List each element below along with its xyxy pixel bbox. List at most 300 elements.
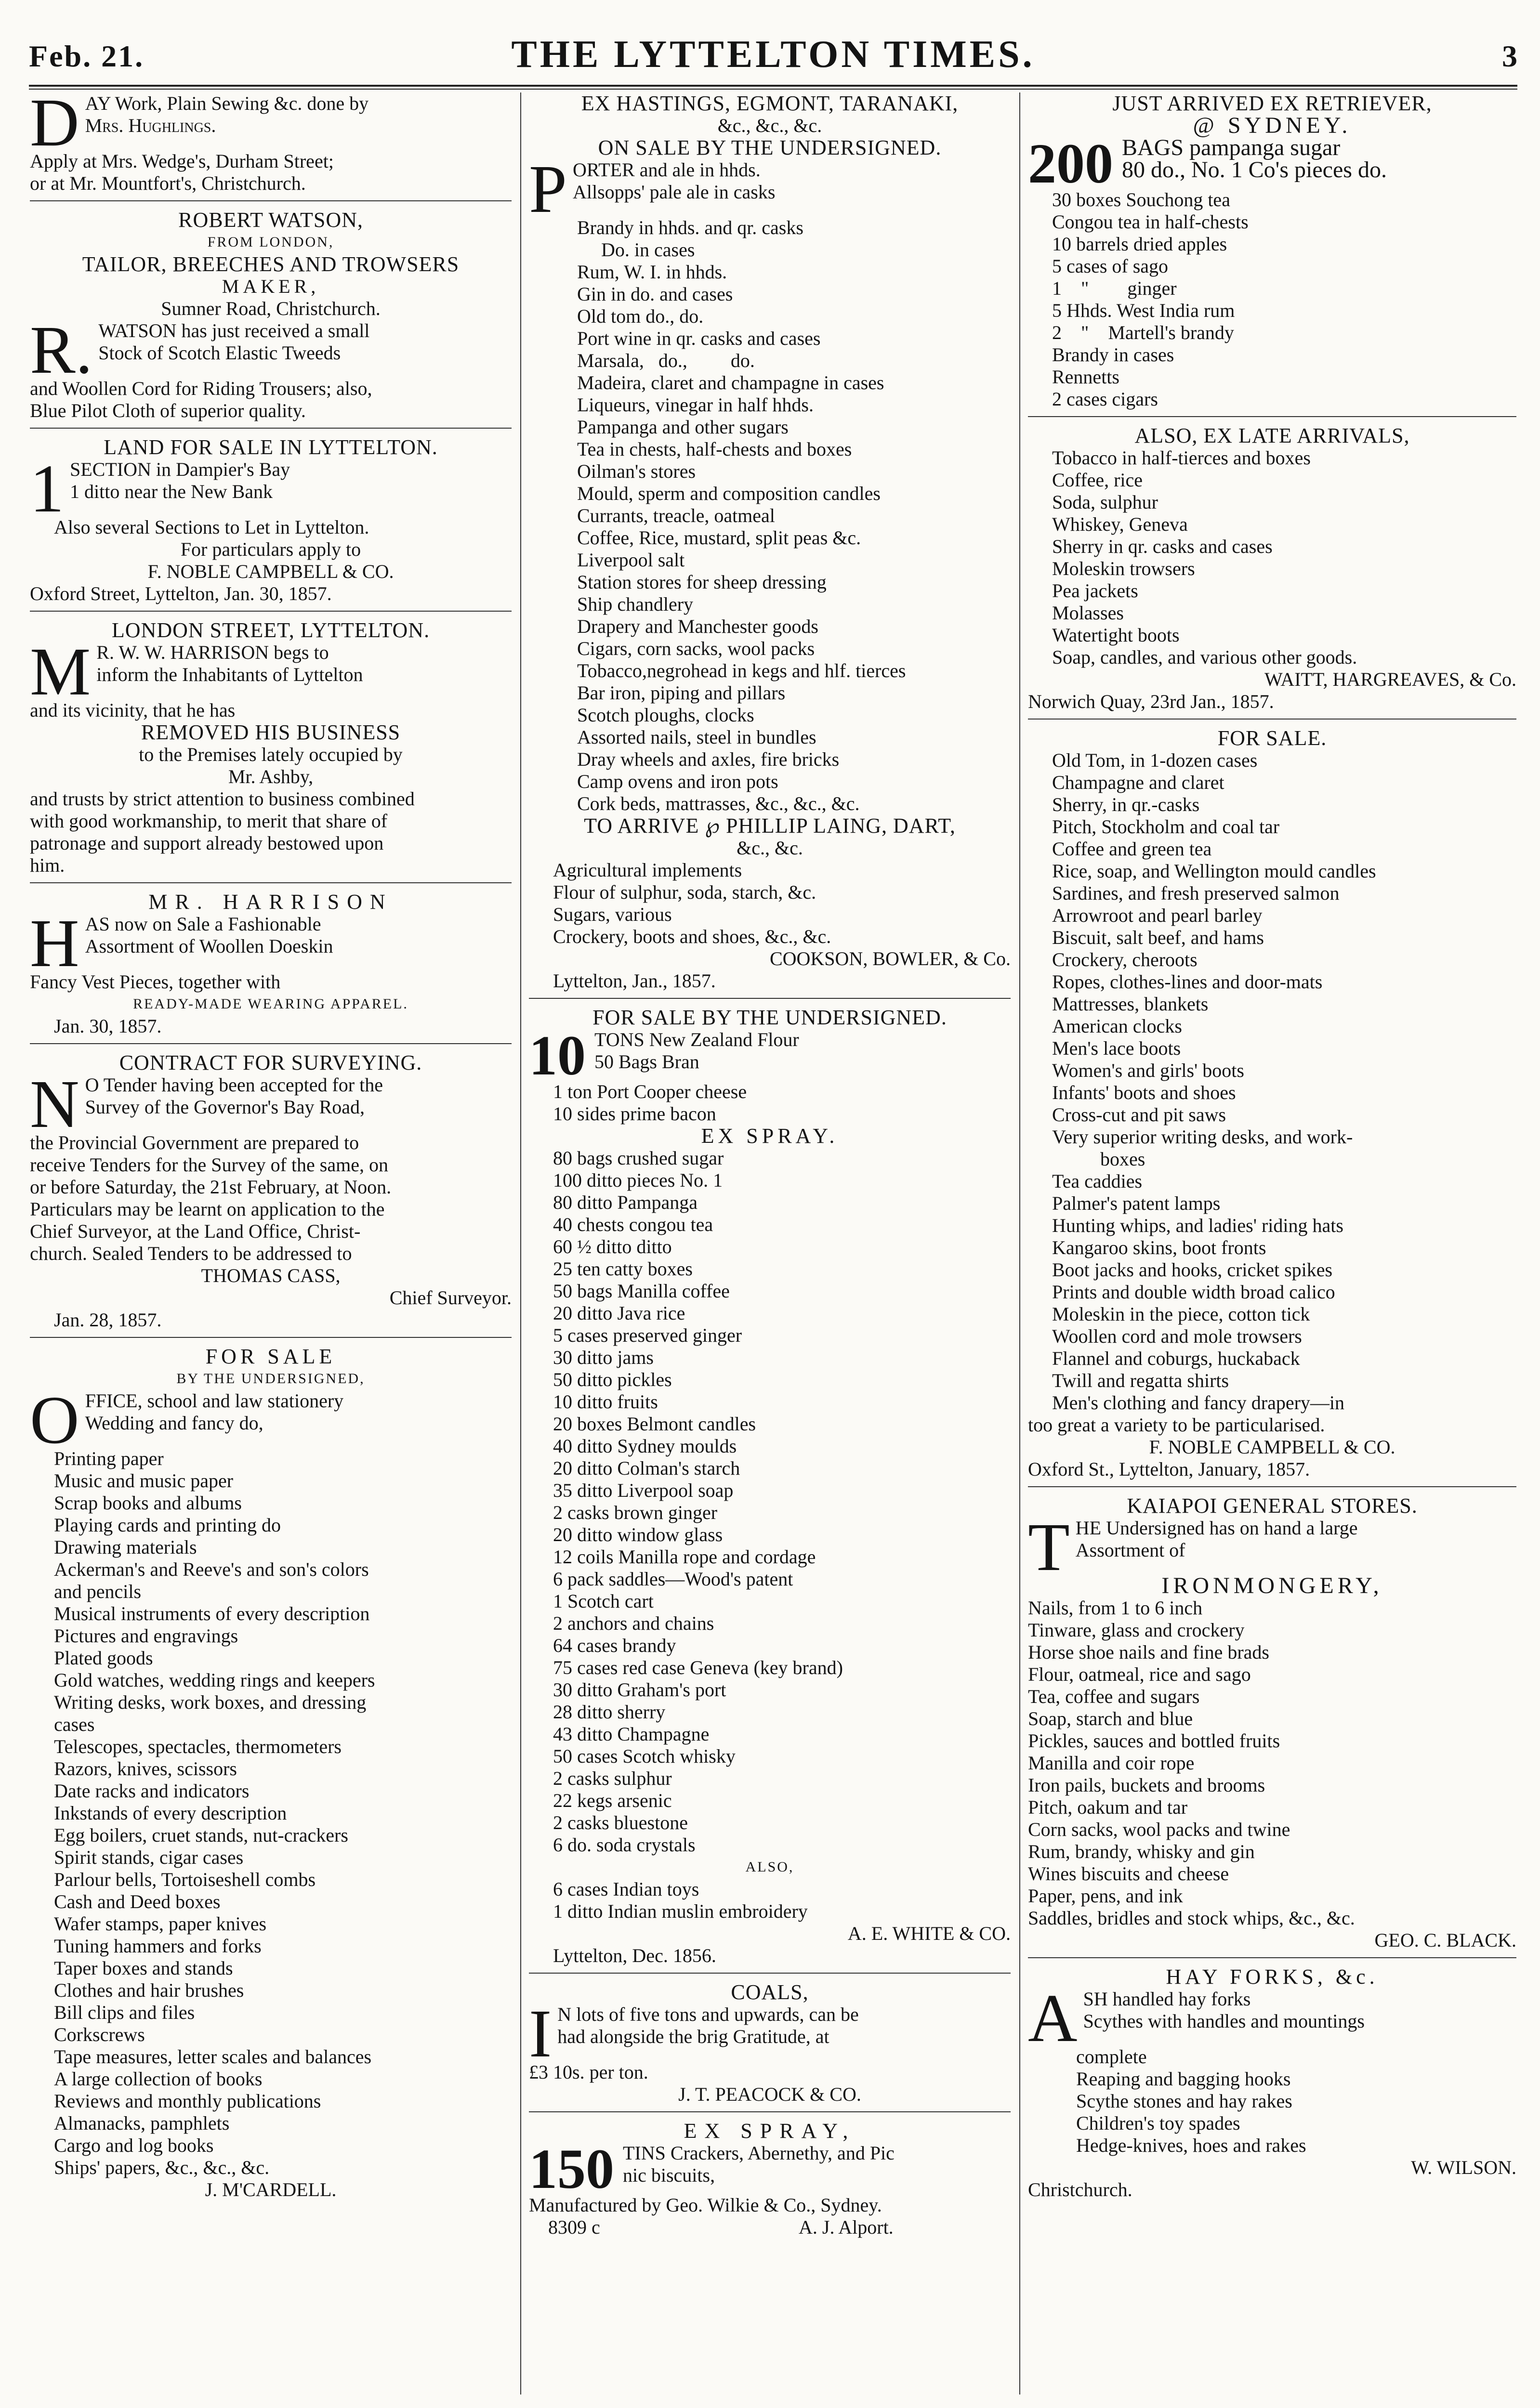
list-item: Assorted nails, steel in bundles	[577, 726, 816, 748]
newspaper-title: THE LYTTELTON TIMES.	[511, 33, 1035, 76]
ad-separator	[1028, 719, 1516, 720]
ad-subheading: ON SALE BY THE UNDERSIGNED.	[598, 136, 942, 159]
list-item: Liverpool salt	[577, 549, 685, 571]
drop-cap: P	[529, 151, 567, 227]
list-item: Taper boxes and stands	[54, 1957, 233, 1979]
list-item: Pitch, oakum and tar	[1028, 1796, 1188, 1818]
list-item: Tape measures, letter scales and balances	[54, 2046, 372, 2068]
list-item: 1 ton Port Cooper cheese	[553, 1081, 747, 1102]
ad-line: ORTER and ale in hhds.	[572, 159, 761, 181]
ad-separator	[30, 428, 512, 429]
ad-line: Scythes with handles and mountings	[1083, 2010, 1365, 2032]
list-item: Flour, oatmeal, rice and sago	[1028, 1663, 1251, 1685]
header-rule-thin	[29, 89, 1517, 90]
list-item: A large collection of books	[54, 2068, 263, 2090]
list-item: boxes	[1100, 1148, 1145, 1170]
ad-line: FFICE, school and law stationery	[85, 1390, 344, 1412]
list-item: Writing desks, work boxes, and dressing	[54, 1691, 367, 1713]
ad-line: Survey of the Governor's Bay Road,	[85, 1096, 365, 1118]
ad-signature: F. NOBLE CAMPBELL & CO.	[147, 561, 394, 582]
list-item: Currants, treacle, oatmeal	[577, 505, 775, 526]
list-item: Sardines, and fresh preserved salmon	[1052, 882, 1340, 904]
drop-cap: R.	[30, 312, 93, 388]
list-item: Egg boilers, cruet stands, nut-crackers	[54, 1824, 348, 1846]
column-2	[529, 92, 1011, 2399]
ad-heading: KAIAPOI GENERAL STORES.	[1127, 1494, 1418, 1518]
page-number: 3	[1502, 39, 1517, 73]
ad-line: and its vicinity, that he has	[30, 699, 236, 721]
ad-signature: W. WILSON.	[1411, 2157, 1516, 2178]
ad-signature: J. M'CARDELL.	[205, 2179, 337, 2200]
ad-line: Assortment of Woollen Doeskin	[85, 935, 333, 957]
list-item: 5 cases preserved ginger	[553, 1324, 742, 1346]
ad-line: church. Sealed Tenders to be addressed to	[30, 1243, 352, 1264]
ad-subheading: EX SPRAY.	[701, 1124, 839, 1148]
ad-separator	[30, 200, 512, 201]
ad-signature: A. J. Alport.	[799, 2216, 894, 2238]
list-item: Prints and double width broad calico	[1052, 1281, 1335, 1303]
list-item: Moleskin in the piece, cotton tick	[1052, 1303, 1310, 1325]
ad-line: nic biscuits,	[623, 2164, 715, 2186]
list-item: Almanacks, pamphlets	[54, 2112, 230, 2134]
list-item: 10 sides prime bacon	[553, 1103, 716, 1125]
list-item: Old tom do., do.	[577, 305, 704, 327]
list-item: 20 boxes Belmont candles	[553, 1413, 756, 1435]
ad-signature: A. E. WHITE & CO.	[847, 1923, 1011, 1944]
column-3	[1028, 92, 1516, 2399]
list-item: Old Tom, in 1-dozen cases	[1052, 749, 1258, 771]
ad-line: AS now on Sale a Fashionable	[85, 913, 321, 935]
list-item: 28 ditto sherry	[553, 1701, 666, 1723]
ad-signature: WAITT, HARGREAVES, & Co.	[1264, 668, 1516, 690]
list-item: Gold watches, wedding rings and keepers	[54, 1669, 375, 1691]
ad-line: had alongside the brig Gratitude, at	[557, 2026, 829, 2047]
ad-line: 80 do., No. 1 Co's pieces do.	[1122, 157, 1387, 183]
ad-subheading: READY-MADE WEARING APPAREL.	[133, 996, 408, 1012]
list-item: Flour of sulphur, soda, starch, &c.	[553, 881, 816, 903]
list-item: Scrap books and albums	[54, 1492, 242, 1514]
list-item: Bill clips and files	[54, 2002, 195, 2023]
ad-separator	[1028, 1957, 1516, 1958]
drop-cap: N	[30, 1066, 79, 1142]
ad-line: Particulars may be learnt on application to the	[30, 1198, 385, 1220]
list-item: 6 cases Indian toys	[553, 1878, 699, 1900]
list-item: Men's lace boots	[1052, 1037, 1181, 1059]
ad-separator	[529, 1973, 1011, 1974]
list-item: Rum, brandy, whisky and gin	[1028, 1841, 1255, 1862]
list-item: 2 casks bluestone	[553, 1812, 688, 1833]
ad-line: Chief Surveyor.	[389, 1287, 512, 1309]
ad-line: the Provincial Government are prepared to	[30, 1132, 359, 1153]
ad-line: SECTION in Dampier's Bay	[70, 458, 290, 480]
ad-heading: JUST ARRIVED EX RETRIEVER,	[1112, 92, 1432, 115]
list-item: too great a variety to be particularised.	[1028, 1414, 1325, 1436]
ad-ex-retriever	[1028, 92, 1516, 713]
ad-line: Mrs. Hughlings.	[85, 115, 216, 136]
list-item: 50 ditto pickles	[553, 1369, 672, 1390]
list-item: Do. in cases	[601, 239, 695, 261]
list-item: Gin in do. and cases	[577, 283, 733, 305]
ad-ex-hastings	[529, 92, 1011, 992]
list-item: Plated goods	[54, 1647, 153, 1669]
ad-line: Assortment of	[1075, 1539, 1185, 1561]
list-item: Iron pails, buckets and brooms	[1028, 1774, 1265, 1796]
ad-kaiapoi-stores	[1028, 1495, 1516, 1951]
ad-heading: FOR SALE	[205, 1345, 336, 1368]
ad-line: 50 Bags Bran	[594, 1051, 699, 1073]
list-item: Agricultural implements	[553, 859, 742, 881]
list-item: Brandy in hhds. and qr. casks	[577, 217, 803, 238]
list-item: 75 cases red case Geneva (key brand)	[553, 1657, 843, 1678]
big-number: 200	[1028, 132, 1113, 195]
list-item: Razors, knives, scissors	[54, 1758, 237, 1780]
list-item: Rennetts	[1052, 366, 1119, 388]
list-item: complete	[1076, 2046, 1147, 2068]
ad-signature: GEO. C. BLACK.	[1374, 1929, 1516, 1951]
list-item: Cross-cut and pit saws	[1052, 1104, 1226, 1125]
list-item: Clothes and hair brushes	[54, 1979, 244, 2001]
list-item: Printing paper	[54, 1448, 164, 1469]
list-item: Horse shoe nails and fine brads	[1028, 1641, 1269, 1663]
ad-line: 1 ditto near the New Bank	[70, 481, 273, 502]
list-item: Cigars, corn sacks, wool packs	[577, 638, 815, 659]
list-item: Mattresses, blankets	[1052, 993, 1209, 1015]
list-item: 40 ditto Sydney moulds	[553, 1435, 737, 1457]
list-item: Hunting whips, and ladies' riding hats	[1052, 1215, 1343, 1236]
ad-heading: ROBERT WATSON,	[178, 208, 363, 232]
ad-harrison-removal	[30, 619, 512, 877]
ad-line: inform the Inhabitants of Lyttelton	[96, 664, 363, 685]
list-item: Musical instruments of every description	[54, 1603, 370, 1624]
column-divider-2	[1019, 92, 1020, 2395]
ad-line: TONS New Zealand Flour	[594, 1029, 799, 1050]
list-item: 50 cases Scotch whisky	[553, 1745, 736, 1767]
ad-line: Mr. Ashby,	[228, 766, 314, 787]
list-item: Tea in chests, half-chests and boxes	[577, 438, 852, 460]
list-item: Cork beds, mattrasses, &c., &c., &c.	[577, 793, 860, 814]
list-item: Corn sacks, wool packs and twine	[1028, 1819, 1290, 1840]
ad-line: R. W. W. HARRISON begs to	[96, 641, 329, 663]
ad-subheading: ALSO,	[745, 1859, 794, 1875]
list-item: Arrowroot and pearl barley	[1052, 904, 1263, 926]
list-item: Pampanga and other sugars	[577, 416, 789, 438]
ad-heading: FOR SALE BY THE UNDERSIGNED.	[592, 1006, 947, 1029]
list-item: Scotch ploughs, clocks	[577, 704, 754, 726]
list-item: 2 anchors and chains	[553, 1612, 714, 1634]
list-item: Whiskey, Geneva	[1052, 513, 1188, 535]
ad-line: receive Tenders for the Survey of the same, on	[30, 1154, 388, 1176]
list-item: Drawing materials	[54, 1536, 197, 1558]
ad-flour-ex-spray	[529, 1007, 1011, 1967]
list-item: Kangaroo skins, boot fronts	[1052, 1237, 1266, 1258]
list-item: 60 ½ ditto ditto	[553, 1236, 672, 1257]
list-item: Hedge-knives, hoes and rakes	[1076, 2134, 1306, 2156]
list-item: Scythe stones and hay rakes	[1076, 2090, 1292, 2112]
ad-date: Jan. 30, 1857.	[54, 1015, 162, 1037]
ad-subheading: MAKER,	[222, 275, 320, 297]
list-item: 100 ditto pieces No. 1	[553, 1169, 723, 1191]
ad-line: or before Saturday, the 21st February, at Noon.	[30, 1176, 392, 1198]
ad-separator	[30, 1043, 512, 1044]
ad-line: &c., &c.	[737, 837, 803, 859]
list-item: Playing cards and printing do	[54, 1514, 281, 1536]
ad-line: Blue Pilot Cloth of superior quality.	[30, 400, 306, 421]
list-item: Tobacco,negrohead in kegs and hlf. tierces	[577, 660, 906, 681]
list-item: Women's and girls' boots	[1052, 1060, 1244, 1081]
ad-separator	[1028, 1486, 1516, 1487]
ad-separator	[30, 611, 512, 612]
ad-line: WATSON has just received a small	[98, 320, 370, 341]
list-item: Sherry, in qr.-casks	[1052, 794, 1200, 815]
list-item: Ackerman's and Reeve's and son's colors	[54, 1558, 369, 1580]
ad-subheading: IRONMONGERY,	[1161, 1573, 1383, 1598]
ad-line: £3 10s. per ton.	[529, 2061, 648, 2083]
list-item: 1 Scotch cart	[553, 1590, 654, 1612]
list-item: Coffee and green tea	[1052, 838, 1212, 860]
list-item: 6 pack saddles—Wood's patent	[553, 1568, 793, 1590]
ad-signature: THOMAS CASS,	[201, 1265, 341, 1286]
column-1	[30, 92, 512, 2399]
list-item: Saddles, bridles and stock whips, &c., &c.	[1028, 1907, 1355, 1929]
ad-line: SH handled hay forks	[1083, 1988, 1251, 2010]
ad-separator	[30, 882, 512, 883]
list-item: Tobacco in half-tierces and boxes	[1052, 447, 1311, 469]
list-item: Soap, starch and blue	[1028, 1708, 1193, 1729]
ad-subheading: BY THE UNDERSIGNED,	[176, 1371, 365, 1387]
list-item: Marsala, do., do.	[577, 350, 755, 371]
list-item: American clocks	[1052, 1015, 1182, 1037]
list-item: Mould, sperm and composition candles	[577, 483, 881, 504]
list-item: 5 Hhds. West India rum	[1052, 300, 1235, 321]
list-item: and pencils	[54, 1581, 142, 1602]
ad-line: BAGS pampanga sugar	[1122, 135, 1341, 160]
ad-line: and Woollen Cord for Riding Trousers; also,	[30, 378, 372, 399]
list-item: 12 coils Manilla rope and cordage	[553, 1546, 816, 1568]
list-item: Twill and regatta shirts	[1052, 1370, 1229, 1391]
ad-signature: COOKSON, BOWLER, & Co.	[769, 948, 1011, 969]
ad-campbell-for-sale	[1028, 727, 1516, 1480]
ad-land-for-sale	[30, 436, 512, 605]
list-item: Palmer's patent lamps	[1052, 1192, 1221, 1214]
list-item: 40 chests congou tea	[553, 1214, 713, 1235]
ad-heading: MR. HARRISON	[148, 890, 393, 914]
list-item: 64 cases brandy	[553, 1635, 676, 1656]
big-number: 10	[529, 1024, 586, 1087]
ad-signature: F. NOBLE CAMPBELL & CO.	[1149, 1436, 1395, 1458]
list-item: Ships' papers, &c., &c., &c.	[54, 2157, 270, 2178]
list-item: Oilman's stores	[577, 460, 696, 482]
list-item: Liqueurs, vinegar in half hhds.	[577, 394, 814, 416]
list-item: Pea jackets	[1052, 580, 1138, 602]
list-item: Brandy in cases	[1052, 344, 1174, 366]
ad-subheading: @ SYDNEY.	[1193, 113, 1352, 138]
ad-subheading: TO ARRIVE ℘ PHILLIP LAING, DART,	[584, 814, 956, 838]
ad-separator	[529, 2111, 1011, 2112]
list-item: 20 ditto Java rice	[553, 1302, 685, 1324]
ad-line: Manufactured by Geo. Wilkie & Co., Sydney.	[529, 2194, 882, 2216]
ad-separator	[529, 998, 1011, 999]
list-item: Ropes, clothes-lines and door-mats	[1052, 971, 1323, 993]
ad-line: Fancy Vest Pieces, together with	[30, 971, 281, 993]
ad-line: him.	[30, 854, 65, 876]
list-item: Reaping and bagging hooks	[1076, 2068, 1291, 2090]
list-item: Madeira, claret and champagne in cases	[577, 372, 884, 393]
list-item: Music and music paper	[54, 1470, 234, 1492]
list-item: 10 barrels dried apples	[1052, 233, 1227, 255]
ad-line: and trusts by strict attention to business combined	[30, 788, 415, 810]
ad-line: N lots of five tons and upwards, can be	[557, 2003, 859, 2025]
ad-signature: J. T. PEACOCK & CO.	[678, 2083, 861, 2105]
ad-line: Stock of Scotch Elastic Tweeds	[98, 342, 341, 364]
ad-heading: COALS,	[731, 1980, 809, 2004]
list-item: Camp ovens and iron pots	[577, 771, 778, 792]
ad-code: 8309 c	[548, 2216, 600, 2238]
list-item: Pictures and engravings	[54, 1625, 238, 1647]
ad-date: Lyttelton, Jan., 1857.	[553, 970, 716, 992]
list-item: Corkscrews	[54, 2024, 145, 2045]
list-item: Wines biscuits and cheese	[1028, 1863, 1229, 1885]
ad-separator	[30, 1337, 512, 1338]
list-item: Date racks and indicators	[54, 1780, 250, 1802]
list-item: 80 ditto Pampanga	[553, 1191, 698, 1213]
list-item: Pickles, sauces and bottled fruits	[1028, 1730, 1280, 1752]
ad-line: TINS Crackers, Abernethy, and Pic	[623, 2142, 895, 2164]
issue-date: Feb. 21.	[29, 39, 145, 73]
ad-line: For particulars apply to	[180, 538, 361, 560]
drop-cap: 1	[30, 450, 64, 526]
ad-ex-spray-biscuits	[529, 2120, 1011, 2238]
list-item: Sherry in qr. casks and cases	[1052, 536, 1273, 557]
ad-robert-watson	[30, 209, 512, 422]
list-item: Bar iron, piping and pillars	[577, 682, 786, 704]
list-item: 22 kegs arsenic	[553, 1790, 672, 1811]
list-item: Moleskin trowsers	[1052, 558, 1195, 579]
list-item: Wafer stamps, paper knives	[54, 1913, 267, 1935]
ad-heading: LAND FOR SALE IN LYTTELTON.	[104, 435, 438, 459]
ad-stationery-for-sale	[30, 1346, 512, 2201]
ad-heading: CONTRACT FOR SURVEYING.	[119, 1051, 422, 1074]
list-item: 2 " Martell's brandy	[1052, 322, 1234, 343]
list-item: Ship chandlery	[577, 593, 694, 615]
list-item: Parlour bells, Tortoiseshell combs	[54, 1869, 316, 1890]
list-item: 35 ditto Liverpool soap	[553, 1479, 734, 1501]
list-item: Tinware, glass and crockery	[1028, 1619, 1245, 1641]
drop-cap: H	[30, 905, 79, 981]
list-item: 10 ditto fruits	[553, 1391, 658, 1413]
ad-date: Jan. 28, 1857.	[54, 1309, 162, 1331]
list-item: 20 ditto window glass	[553, 1524, 723, 1545]
list-item: Paper, pens, and ink	[1028, 1885, 1183, 1907]
list-item: Very superior writing desks, and work-	[1052, 1126, 1353, 1148]
list-item: 2 cases cigars	[1052, 388, 1158, 410]
list-item: Flannel and coburgs, huckaback	[1052, 1348, 1300, 1369]
list-item: Congou tea in half-chests	[1052, 211, 1249, 233]
ad-line: patronage and support already bestowed upon	[30, 832, 384, 854]
list-item: Inkstands of every description	[54, 1802, 287, 1824]
list-item: Drapery and Manchester goods	[577, 615, 818, 637]
list-item: 30 ditto jams	[553, 1347, 654, 1368]
ad-line: Also several Sections to Let in Lyttelton.	[54, 516, 369, 538]
drop-cap: I	[529, 1995, 552, 2071]
list-item: Manilla and coir rope	[1028, 1752, 1195, 1774]
list-item: Cargo and log books	[54, 2134, 214, 2156]
ad-address: Sumner Road, Christchurch.	[161, 298, 381, 319]
drop-cap: D	[30, 92, 79, 160]
list-item: Children's toy spades	[1076, 2112, 1240, 2134]
list-item: Cash and Deed boxes	[54, 1891, 221, 1912]
ad-hay-forks	[1028, 1966, 1516, 2201]
list-item: Spirit stands, cigar cases	[54, 1846, 244, 1868]
list-item: Pitch, Stockholm and coal tar	[1052, 816, 1280, 838]
ad-heading: EX SPRAY,	[684, 2119, 856, 2143]
list-item: Sugars, various	[553, 903, 672, 925]
list-item: Soda, sulphur	[1052, 491, 1158, 513]
ad-date: Norwich Quay, 23rd Jan., 1857.	[1028, 691, 1274, 712]
list-item: 5 cases of sago	[1052, 255, 1169, 277]
list-item: Molasses	[1052, 602, 1124, 624]
list-item: Tea, coffee and sugars	[1028, 1686, 1200, 1707]
ad-line: HE Undersigned has on hand a large	[1075, 1517, 1358, 1539]
list-item: cases	[54, 1714, 95, 1735]
list-item: Infants' boots and shoes	[1052, 1082, 1236, 1103]
list-item: 50 bags Manilla coffee	[553, 1280, 730, 1302]
list-item: Men's clothing and fancy drapery—in	[1052, 1392, 1345, 1413]
ad-heading: FOR SALE.	[1217, 726, 1327, 750]
ad-heading: TAILOR, BREECHES AND TROWSERS	[82, 252, 460, 276]
list-item: 1 " ginger	[1052, 277, 1177, 299]
drop-cap: O	[30, 1382, 79, 1458]
list-item: Rice, soap, and Wellington mould candles	[1052, 860, 1376, 882]
ad-subheading: ALSO, EX LATE ARRIVALS,	[1134, 424, 1410, 447]
list-item: 20 ditto Colman's starch	[553, 1457, 740, 1479]
ad-contract-surveying	[30, 1052, 512, 1331]
ad-line: Wedding and fancy do,	[85, 1412, 263, 1434]
list-item: Port wine in qr. casks and cases	[577, 327, 821, 349]
ad-heading: EX HASTINGS, EGMONT, TARANAKI,	[581, 92, 959, 115]
ad-line: to the Premises lately occupied by	[139, 744, 403, 765]
list-item: Reviews and monthly publications	[54, 2090, 321, 2112]
list-item: Biscuit, salt beef, and hams	[1052, 927, 1264, 948]
list-item: 30 boxes Souchong tea	[1052, 189, 1230, 210]
ad-line: Chief Surveyor, at the Land Office, Christ-	[30, 1220, 361, 1242]
list-item: Station stores for sheep dressing	[577, 571, 827, 593]
ad-heading: HAY FORKS, &c.	[1166, 1965, 1379, 1989]
list-item: Coffee, Rice, mustard, split peas &c.	[577, 527, 861, 549]
drop-cap: M	[30, 633, 91, 709]
list-item: 6 do. soda crystals	[553, 1834, 696, 1856]
ad-line: Allsopps' pale ale in casks	[572, 181, 776, 203]
ad-line: or at Mr. Mountfort's, Christchurch.	[30, 172, 306, 194]
list-item: Crockery, boots and shoes, &c., &c.	[553, 926, 831, 947]
list-item: Soap, candles, and various other goods.	[1052, 646, 1357, 668]
list-item: Tea caddies	[1052, 1170, 1143, 1192]
ad-date: Oxford Street, Lyttelton, Jan. 30, 1857.	[30, 583, 332, 604]
big-number: 150	[529, 2137, 614, 2200]
ad-place: Christchurch.	[1028, 2179, 1132, 2200]
list-item: 25 ten catty boxes	[553, 1258, 693, 1280]
list-item: 30 ditto Graham's port	[553, 1679, 726, 1701]
ad-date: Lyttelton, Dec. 1856.	[553, 1945, 716, 1966]
ad-line: Apply at Mrs. Wedge's, Durham Street;	[30, 150, 334, 172]
list-item: Watertight boots	[1052, 624, 1180, 646]
list-item: Telescopes, spectacles, thermometers	[54, 1736, 342, 1757]
drop-cap: A	[1028, 1980, 1078, 2056]
header-rule	[29, 85, 1517, 87]
list-item: Coffee, rice	[1052, 469, 1143, 491]
list-item: Crockery, cheroots	[1052, 949, 1198, 970]
list-item: Nails, from 1 to 6 inch	[1028, 1597, 1203, 1619]
masthead	[29, 24, 1517, 82]
